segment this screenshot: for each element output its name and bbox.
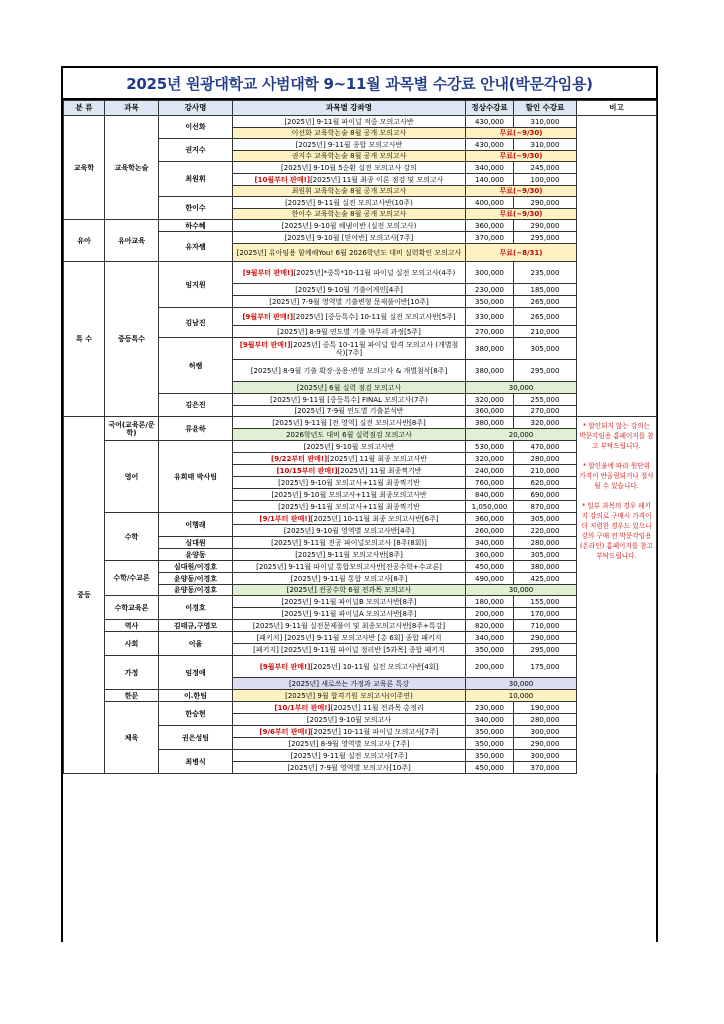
course-name: [2025년] 9-11월 [중등특수] FINAL 모의고사(7주) [270, 395, 428, 404]
course-cell [233, 608, 466, 620]
free-fee-cell: 무료(~9/30) [466, 151, 577, 162]
course-name: [2025년] 전공수학 6월 전과목 모의고사 [286, 586, 412, 594]
course-name: [2025년] 7-9월 영역별 기출변형 문제풀이반[10주] [269, 297, 429, 306]
instructor-cell: 한이수 [159, 197, 233, 220]
instructor-cell: 허쌤 [159, 338, 233, 394]
instructor-cell: 이.한팀 [159, 690, 233, 702]
regular-fee-cell: 350,000 [466, 726, 514, 738]
course-cell [233, 116, 466, 128]
instructor-cell: 심대원/이경호 [159, 561, 233, 573]
course-cell [233, 549, 466, 561]
regular-fee-cell: 490,000 [466, 573, 514, 585]
table-row [64, 417, 657, 429]
course-cell [233, 477, 466, 489]
course-cell [233, 262, 466, 284]
subject-cell: 영어 [105, 441, 159, 513]
course-name: [2025년] 9-10월 모의고사반 [303, 442, 395, 451]
sale-start-label: [9월부터 판매!] [242, 312, 294, 321]
sale-start-label: [9/6부터 판매!] [259, 727, 311, 736]
free-fee-cell: 무료(~9/30) [466, 186, 577, 197]
discount-fee-cell: 870,000 [514, 501, 577, 513]
regular-fee-cell: 340,000 [466, 537, 514, 549]
discount-fee-cell: 220,000 [514, 525, 577, 537]
course-cell [233, 714, 466, 726]
course-cell [233, 209, 466, 220]
course-name: [2025년] 9-11월 전공 파이널모의고사 [8주(8회)] [271, 538, 427, 547]
instructor-cell: 최원휘 [159, 162, 233, 197]
note-text: * 할인되지 않는 강의는 박문각임용 홈페이지를 참고 부탁드립니다. [579, 422, 654, 450]
discount-fee-cell: 210,000 [514, 326, 577, 338]
table-row [64, 632, 657, 644]
subject-cell: 교육학논술 [105, 116, 159, 220]
category-cell: 중등 [64, 417, 105, 774]
regular-fee-cell: 270,000 [466, 326, 514, 338]
table-row [64, 116, 657, 128]
course-name: [2025년] 9-11월 실전 모의고사반(10주) [285, 198, 413, 207]
free-fee-cell: 무료(~8/31) [466, 244, 577, 262]
course-name: [2025년] 9-11월 [전 영역] 실전 모의고사반[8주] [272, 418, 426, 427]
subject-cell: 수학/수교론 [105, 561, 159, 596]
discount-fee-cell: 170,000 [514, 608, 577, 620]
instructor-cell: 이율 [159, 632, 233, 656]
course-cell [233, 186, 466, 197]
table-header-row [64, 101, 657, 116]
table-row [64, 620, 657, 632]
discount-fee-cell: 310,000 [514, 139, 577, 151]
header-instructor: 강사명 [159, 101, 233, 116]
instructor-cell: 류윤하 [159, 417, 233, 441]
course-cell [233, 678, 466, 690]
course-cell [233, 690, 466, 702]
discount-fee-cell: 295,000 [514, 360, 577, 382]
course-cell [233, 174, 466, 186]
course-cell [233, 296, 466, 308]
discount-fee-cell: 245,000 [514, 162, 577, 174]
discount-fee-cell: 380,000 [514, 561, 577, 573]
course-name: [2025년] 9-11월 모의고사+11월 최종찍기반 [278, 502, 420, 511]
course-cell [233, 465, 466, 477]
regular-fee-cell: 760,000 [466, 477, 514, 489]
category-cell: 유아 [64, 220, 105, 262]
discount-fee-cell: 300,000 [514, 750, 577, 762]
instructor-cell: 권은성팀 [159, 726, 233, 750]
course-cell [233, 537, 466, 549]
sale-start-label: [10월부터 판매!] [254, 175, 311, 184]
discount-fee-cell: 175,000 [514, 656, 577, 678]
discount-fee-cell: 470,000 [514, 441, 577, 453]
course-cell [233, 632, 466, 644]
course-cell [233, 139, 466, 151]
discount-fee-cell: 290,000 [514, 220, 577, 232]
regular-fee-cell: 530,000 [466, 441, 514, 453]
course-name: [2025년] 9-11월 통합 모의고사[8주] [290, 574, 408, 583]
regular-fee-cell: 340,000 [466, 632, 514, 644]
discount-fee-cell: 320,000 [514, 417, 577, 429]
subject-cell: 중등특수 [105, 262, 159, 417]
instructor-cell: 윤양동/이경호 [159, 573, 233, 585]
note-cell [577, 417, 657, 774]
course-cell [233, 382, 466, 394]
regular-fee-cell: 450,000 [466, 561, 514, 573]
flat-fee-cell: 20,000 [466, 429, 577, 441]
discount-fee-cell: 620,000 [514, 477, 577, 489]
course-cell [233, 453, 466, 465]
course-name: 최원휘 교육학논술 8월 공개 모의고사 [291, 187, 407, 195]
regular-fee-cell: 200,000 [466, 656, 514, 678]
table-row [64, 441, 657, 453]
subject-cell: 사회 [105, 632, 159, 656]
course-cell [233, 220, 466, 232]
regular-fee-cell: 380,000 [466, 360, 514, 382]
sale-start-label: [10/15부터 판매!] [276, 466, 338, 475]
regular-fee-cell: 350,000 [466, 750, 514, 762]
course-cell [233, 284, 466, 296]
header-course: 과목별 강좌명 [233, 101, 466, 116]
instructor-cell: 윤양동/이경호 [159, 585, 233, 596]
discount-fee-cell: 690,000 [514, 489, 577, 501]
course-name: 이선화 교육학논술 8월 공개 모의고사 [291, 129, 407, 137]
course-name: [2025년] 9-11월 파이널B 모의고사반[8주] [281, 597, 417, 606]
instructor-cell: 김은진 [159, 394, 233, 417]
discount-fee-cell: 280,000 [514, 714, 577, 726]
sale-start-label: [9/1부터 판매!] [259, 514, 311, 523]
course-cell [233, 429, 466, 441]
page-title: 2025년 원광대학교 사범대학 9~11월 과목별 수강료 안내(박문각임용) [63, 68, 656, 100]
regular-fee-cell: 260,000 [466, 525, 514, 537]
course-cell [233, 656, 466, 678]
course-name: [2025년] 9-11월 모의고사반[8주] [295, 550, 403, 559]
course-cell [233, 525, 466, 537]
course-name: [2025년] 9-10월 모의고사+11월 최종모의고사반 [271, 490, 427, 499]
regular-fee-cell: 820,000 [466, 620, 514, 632]
course-name: [2025년] 9-11월 파이널A 모의고사반[8주] [281, 609, 417, 618]
course-cell [233, 308, 466, 326]
course-name: [2025년] 8-9월 기출 확장·응용·변형 모의고사 & 개별첨삭[8주] [250, 366, 448, 375]
regular-fee-cell: 320,000 [466, 453, 514, 465]
note-cell [577, 116, 657, 417]
regular-fee-cell: 340,000 [466, 162, 514, 174]
regular-fee-cell: 360,000 [466, 406, 514, 417]
regular-fee-cell: 230,000 [466, 702, 514, 714]
course-name: [2025년] 9-10월 해냄이반 (실전 모의고사) [281, 221, 417, 230]
discount-fee-cell: 235,000 [514, 262, 577, 284]
course-name: [패키지] [2025년] 9-11월 파이널 정리반 [5과목] 종합 패키지 [253, 645, 445, 654]
discount-fee-cell: 265,000 [514, 308, 577, 326]
header-subject: 과목 [105, 101, 159, 116]
course-cell [233, 585, 466, 596]
category-cell: 교육학 [64, 116, 105, 220]
instructor-cell: 심대원 [159, 537, 233, 549]
course-name: [2025년] 9-10월 기출어게인[4주] [295, 285, 403, 294]
discount-fee-cell: 100,000 [514, 174, 577, 186]
course-name: [2025년] 9-11월 실전 모의고사[7주] [290, 751, 408, 760]
table-row [64, 656, 657, 678]
flat-fee-cell: 30,000 [466, 678, 577, 690]
course-cell [233, 441, 466, 453]
course-name: [2025년] 9-10월 [믿어반] 모의고사[7주] [284, 233, 414, 242]
discount-fee-cell: 300,000 [514, 726, 577, 738]
instructor-cell: 윤양동 [159, 549, 233, 561]
course-cell [233, 561, 466, 573]
course-name: [2025년]*중특*10-11월 파이널 실전 모의고사(4주) [293, 268, 456, 277]
discount-fee-cell: 255,000 [514, 394, 577, 406]
course-name: [2025년] 9-10월 5순환 실전 모의고사 강의 [281, 163, 417, 172]
price-table [63, 100, 657, 774]
header-regular-fee: 정상수강료 [466, 101, 514, 116]
table-row [64, 690, 657, 702]
discount-fee-cell: 305,000 [514, 549, 577, 561]
sale-start-label: [10/1부터 판매!] [274, 703, 331, 712]
discount-fee-cell: 295,000 [514, 644, 577, 656]
regular-fee-cell: 360,000 [466, 549, 514, 561]
discount-fee-cell: 265,000 [514, 296, 577, 308]
discount-fee-cell: 270,000 [514, 406, 577, 417]
regular-fee-cell: 380,000 [466, 417, 514, 429]
discount-fee-cell: 305,000 [514, 513, 577, 525]
instructor-cell: 이행래 [159, 513, 233, 537]
note-text: * 일부 과목의 경우 패키지 강의로 구매시 가격이 더 저렴한 경우도 있으니 강의 구매 전 박문각임용(온라인) 홈페이지를 참고 부탁드립니다. [579, 502, 654, 560]
course-cell [233, 128, 466, 139]
course-cell [233, 726, 466, 738]
free-fee-cell: 무료(~9/30) [466, 209, 577, 220]
course-name: [패키지] [2025년] 9-11월 모의고사반 [총 6회] 종합 패키지 [256, 633, 442, 642]
regular-fee-cell: 430,000 [466, 116, 514, 128]
regular-fee-cell: 450,000 [466, 762, 514, 774]
regular-fee-cell: 350,000 [466, 296, 514, 308]
table-row [64, 262, 657, 284]
course-name: [2025년] 9-10월 영역별 모의고사반[4주] [283, 526, 415, 535]
instructor-cell: 임지원 [159, 262, 233, 308]
table-row [64, 596, 657, 608]
regular-fee-cell: 370,000 [466, 232, 514, 244]
subject-cell: 체육 [105, 702, 159, 774]
instructor-cell: 이선화 [159, 116, 233, 139]
course-name: [2025년] 10-11월 파이널 모의고사[7주] [310, 727, 439, 736]
course-cell [233, 573, 466, 585]
course-name: [2025년] 8-9월 연도별 기출 마무리 과정[5주] [277, 327, 421, 336]
course-cell [233, 489, 466, 501]
instructor-cell: 김남진 [159, 308, 233, 338]
course-name: [2025년] 9-10월 모의고사+11월 최종찍기반 [278, 478, 420, 487]
header-category: 분 류 [64, 101, 105, 116]
sale-start-label: [9월부터 판매!] [242, 268, 294, 277]
course-cell [233, 244, 466, 262]
subject-cell: 수학교육론 [105, 596, 159, 620]
regular-fee-cell: 300,000 [466, 262, 514, 284]
regular-fee-cell: 1,050,000 [466, 501, 514, 513]
discount-fee-cell: 185,000 [514, 284, 577, 296]
course-name: [2025년] 중특 10-11월 파이널 합격 모의고사 (개별첨삭)[7주] [290, 340, 459, 357]
regular-fee-cell: 840,000 [466, 489, 514, 501]
regular-fee-cell: 400,000 [466, 197, 514, 209]
course-cell [233, 394, 466, 406]
regular-fee-cell: 360,000 [466, 513, 514, 525]
subject-cell: 수학 [105, 513, 159, 561]
course-cell [233, 738, 466, 750]
course-name: [2025년] 7-9월 연도별 기출분석반 [294, 407, 404, 415]
course-cell [233, 338, 466, 360]
regular-fee-cell: 330,000 [466, 308, 514, 326]
course-name: [2025년] 11월 전과목 총정리 [330, 703, 424, 712]
instructor-cell: 김태규,구영모 [159, 620, 233, 632]
course-name: 2026학년도 대비 6월 실력점검 모의고사 [286, 430, 412, 439]
course-name: [2025년] 10-11월 최종 모의고사반[6주] [310, 514, 439, 523]
course-name: [2025년] [중등특수] 10-11월 실전 모의고사반[5주] [293, 312, 456, 321]
course-name: [2025년] 9-11월 파이널 적중 모의고사반 [284, 117, 414, 126]
course-name: [2025년] 11월 최종 모의고사반 [327, 454, 427, 463]
regular-fee-cell: 200,000 [466, 608, 514, 620]
regular-fee-cell: 350,000 [466, 738, 514, 750]
course-cell [233, 620, 466, 632]
regular-fee-cell: 240,000 [466, 465, 514, 477]
discount-fee-cell: 290,000 [514, 197, 577, 209]
course-name: [2025년] 9-10월 모의고사 [306, 715, 392, 724]
price-sheet [61, 66, 658, 942]
discount-fee-cell: 155,000 [514, 596, 577, 608]
course-name: [2025년] 8-9월 영역별 모의고사 [7주] [288, 739, 410, 748]
discount-fee-cell: 190,000 [514, 702, 577, 714]
regular-fee-cell: 340,000 [466, 714, 514, 726]
discount-fee-cell: 425,000 [514, 573, 577, 585]
flat-fee-cell: 30,000 [466, 382, 577, 394]
instructor-cell: 유희태 박사팀 [159, 441, 233, 513]
flat-fee-cell: 10,000 [466, 690, 577, 702]
course-name: 권지수 교육학논술 8월 공개 모의고사 [291, 152, 407, 160]
header-discount-fee: 할인 수강료 [514, 101, 577, 116]
discount-fee-cell: 305,000 [514, 338, 577, 360]
course-cell [233, 417, 466, 429]
instructor-cell: 이경호 [159, 596, 233, 620]
instructor-cell: 하수혜 [159, 220, 233, 232]
instructor-cell: 임정애 [159, 656, 233, 690]
subject-cell: 역사 [105, 620, 159, 632]
discount-fee-cell: 210,000 [514, 465, 577, 477]
course-cell [233, 360, 466, 382]
course-name: [2025년] 9월 합격기원 모의고사(이주연) [285, 691, 413, 700]
sale-start-label: [9월부터 판매!] [259, 662, 311, 671]
course-cell [233, 232, 466, 244]
course-name: [2025년] 9-11월 종합 모의고사반 [295, 140, 403, 149]
regular-fee-cell: 230,000 [466, 284, 514, 296]
header-note: 비고 [577, 101, 657, 116]
course-name: [2025년] 6월 실력 점검 모의고사 [296, 383, 402, 392]
course-cell [233, 501, 466, 513]
subject-cell: 유아교육 [105, 220, 159, 262]
discount-fee-cell: 710,000 [514, 620, 577, 632]
course-cell [233, 702, 466, 714]
discount-fee-cell: 295,000 [514, 232, 577, 244]
course-cell [233, 644, 466, 656]
discount-fee-cell: 290,000 [514, 738, 577, 750]
course-cell [233, 750, 466, 762]
discount-fee-cell: 290,000 [514, 632, 577, 644]
category-cell: 특 수 [64, 262, 105, 417]
course-name: [2025년] 11월 최종 이론 점검 및 모의고사 [310, 175, 444, 184]
regular-fee-cell: 320,000 [466, 394, 514, 406]
course-name: [2025년] 11월 최종찍기반 [337, 466, 422, 475]
course-cell [233, 596, 466, 608]
regular-fee-cell: 350,000 [466, 644, 514, 656]
free-fee-cell: 무료(~9/30) [466, 128, 577, 139]
course-name: [2025년] 9-11월 실전문제풀이 및 최종모의고사반[8주+특강] [252, 621, 446, 630]
discount-fee-cell: 280,000 [514, 453, 577, 465]
subject-cell: 국어(교육론/문학) [105, 417, 159, 441]
discount-fee-cell: 370,000 [514, 762, 577, 774]
course-cell [233, 513, 466, 525]
flat-fee-cell: 30,000 [466, 585, 577, 596]
instructor-cell: 최병식 [159, 750, 233, 774]
regular-fee-cell: 140,000 [466, 174, 514, 186]
course-cell [233, 197, 466, 209]
regular-fee-cell: 430,000 [466, 139, 514, 151]
instructor-cell: 유자쌤 [159, 232, 233, 262]
instructor-cell: 한승현 [159, 702, 233, 726]
regular-fee-cell: 180,000 [466, 596, 514, 608]
regular-fee-cell: 380,000 [466, 338, 514, 360]
course-name: [2025년] 10-11월 실전 모의고사반[4회] [310, 662, 439, 671]
note-text: * 할인율에 따라 원단위 가격이 반올림되거나 절사될 수 있습니다. [579, 462, 654, 490]
course-name: [2025년] 유아임용 함께해You! 6월 2026학년도 대비 실력확인 모의고사 [236, 248, 462, 257]
table-row [64, 561, 657, 573]
course-name: [2025년] 9-11월 파이널 통합모의고사반[전공수학+수교론] [256, 562, 442, 571]
discount-fee-cell: 280,000 [514, 537, 577, 549]
course-cell [233, 762, 466, 774]
course-name: [2025년] 새로쓰는 가정과 교육론 특강 [288, 679, 410, 688]
table-row [64, 220, 657, 232]
instructor-cell: 권지수 [159, 139, 233, 162]
table-row [64, 702, 657, 714]
subject-cell: 한문 [105, 690, 159, 702]
course-name: 한이수 교육학논술 8월 공개 모의고사 [291, 210, 407, 218]
course-name: [2025년] 7-9월 영역별 모의고사[10주] [287, 763, 411, 772]
regular-fee-cell: 360,000 [466, 220, 514, 232]
course-cell [233, 326, 466, 338]
discount-fee-cell: 310,000 [514, 116, 577, 128]
table-row [64, 513, 657, 525]
sale-start-label: [9월부터 판매!] [239, 340, 291, 349]
course-cell [233, 406, 466, 417]
subject-cell: 가정 [105, 656, 159, 690]
sale-start-label: [9/22부터 판매!] [271, 454, 328, 463]
course-cell [233, 162, 466, 174]
course-cell [233, 151, 466, 162]
